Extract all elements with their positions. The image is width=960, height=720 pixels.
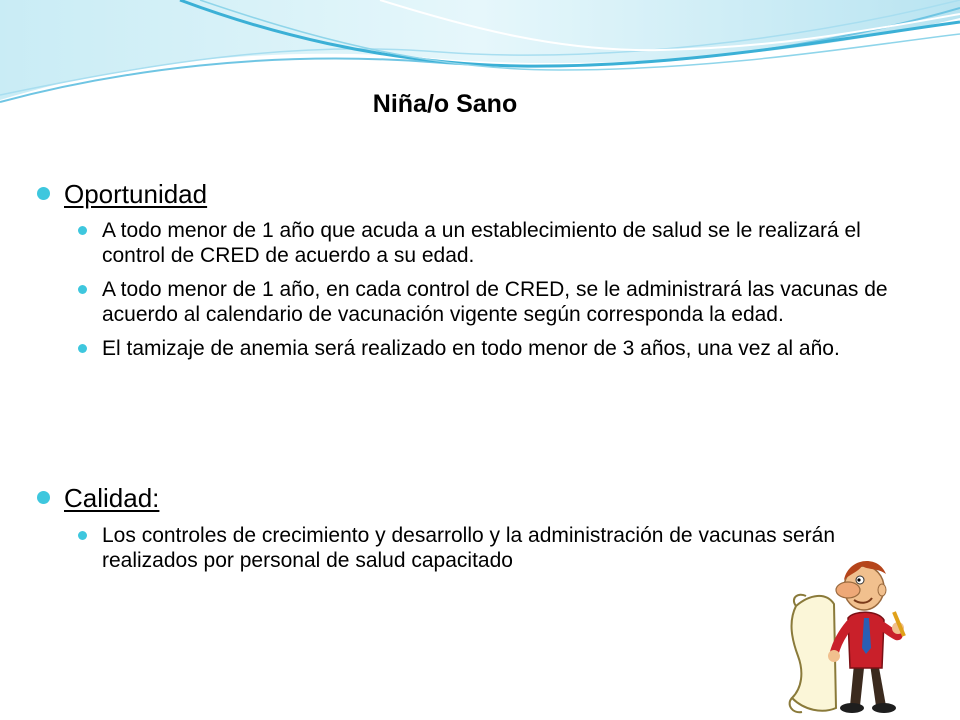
list-item — [36, 218, 906, 268]
slide-title: Niña/o Sano — [372, 90, 518, 118]
section-heading — [36, 481, 906, 515]
list-item — [36, 277, 906, 327]
person-with-scroll-clipart — [778, 548, 928, 718]
list-item — [36, 336, 906, 361]
list-item — [36, 523, 906, 573]
list-item-text: El tamizaje de anemia será realizado en todo menor de 3 años, una vez al año. — [102, 337, 840, 360]
bullet-list — [36, 218, 906, 361]
section-calidad — [36, 481, 906, 573]
bullet-icon — [37, 187, 50, 200]
list-item-text: Los controles de crecimiento y desarrollo y la administración de vacunas serán realizados por personal de salud capacitado — [102, 524, 836, 572]
section-oportunidad — [36, 177, 906, 361]
section-heading — [36, 177, 906, 211]
list-item-text: A todo menor de 1 año que acuda a un establecimiento de salud se le realizará el control de CRED de acuerdo a su edad. — [102, 219, 861, 267]
section-heading-text: Oportunidad — [64, 179, 208, 209]
bullet-icon — [78, 285, 87, 294]
bullet-list — [36, 523, 906, 573]
bullet-icon — [37, 491, 50, 504]
bullet-icon — [78, 226, 87, 235]
section-heading-text: Calidad: — [64, 483, 160, 513]
bullet-icon — [78, 531, 87, 540]
list-item-text: A todo menor de 1 año, en cada control de CRED, se le administrará las vacunas de acuerdo al calendario de vacunación vigente según corresponda la edad. — [102, 278, 888, 326]
bullet-icon — [78, 344, 87, 353]
